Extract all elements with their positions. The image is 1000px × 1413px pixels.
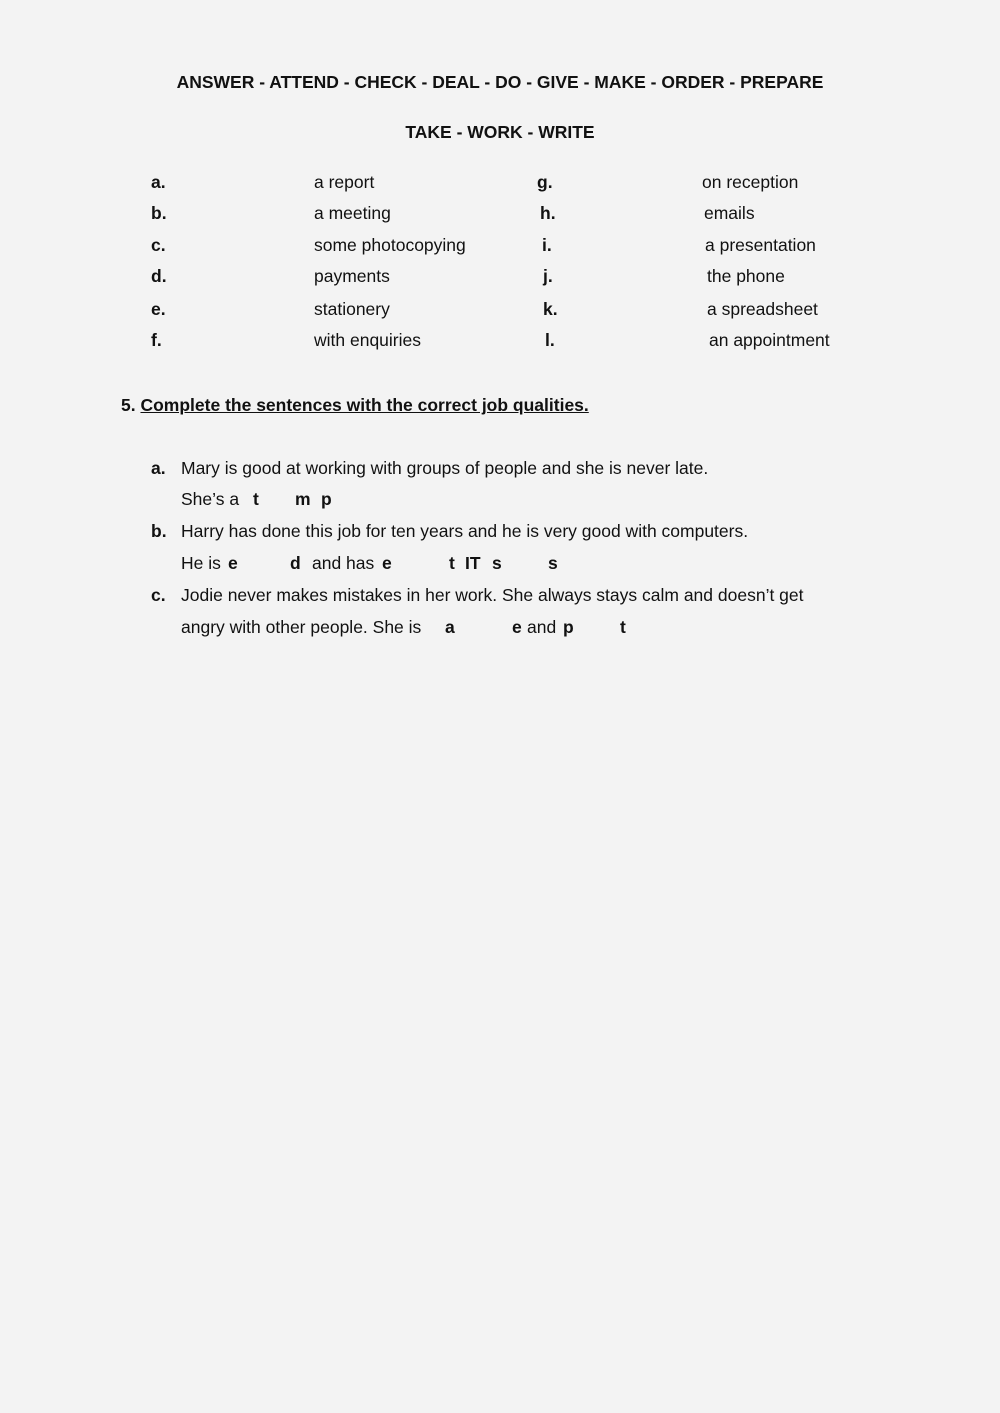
letter-hint: e	[228, 553, 238, 573]
item-letter: j.	[543, 266, 553, 286]
letter-hint: IT	[465, 553, 481, 573]
letter-hint: d	[290, 553, 301, 573]
exercise-number: 5.	[121, 395, 136, 415]
letter-hint: e	[382, 553, 392, 573]
word-bank-line-2: TAKE - WORK - WRITE	[405, 122, 595, 142]
sentence-letter: b.	[151, 521, 167, 541]
item-phrase: some photocopying	[314, 235, 466, 255]
letter-hint: s	[492, 553, 502, 573]
letter-hint: m	[295, 489, 311, 509]
sentence-text: Jodie never makes mistakes in her work. She always stays calm and doesn’t get	[181, 585, 804, 605]
connector-text: and	[527, 617, 557, 637]
sentence-text: Harry has done this job for ten years and he is very good with computers.	[181, 521, 749, 541]
letter-hint: p	[321, 489, 332, 509]
letter-hint: t	[620, 617, 626, 637]
letter-hint: t	[449, 553, 455, 573]
item-phrase: a spreadsheet	[707, 299, 818, 319]
item-letter: l.	[545, 330, 555, 350]
item-letter: g.	[537, 172, 553, 192]
item-phrase: an appointment	[709, 330, 830, 350]
exercise-title: Complete the sentences with the correct job qualities.	[140, 395, 589, 415]
item-letter: e.	[151, 299, 166, 319]
letter-hint: a	[445, 617, 455, 637]
item-phrase: stationery	[314, 299, 390, 319]
item-phrase: on reception	[702, 172, 799, 192]
item-phrase: payments	[314, 266, 390, 286]
item-phrase: a report	[314, 172, 375, 192]
answer-prefix: angry with other people. She is	[181, 617, 422, 637]
sentence-letter: c.	[151, 585, 166, 605]
item-letter: k.	[543, 299, 558, 319]
item-phrase: with enquiries	[314, 330, 421, 350]
item-phrase: a presentation	[705, 235, 816, 255]
item-phrase: a meeting	[314, 203, 391, 223]
letter-hint: p	[563, 617, 574, 637]
item-letter: d.	[151, 266, 167, 286]
item-phrase: the phone	[707, 266, 785, 286]
item-letter: c.	[151, 235, 166, 255]
letter-hint: s	[548, 553, 558, 573]
exercise-heading	[121, 395, 589, 416]
item-letter: a.	[151, 172, 166, 192]
answer-prefix: He is	[181, 553, 221, 573]
item-phrase: emails	[704, 203, 755, 223]
sentence-letter: a.	[151, 458, 166, 478]
sentence-text: Mary is good at working with groups of people and she is never late.	[181, 458, 709, 478]
item-letter: h.	[540, 203, 556, 223]
connector-text: and has	[312, 553, 375, 573]
item-letter: b.	[151, 203, 167, 223]
word-bank-line-1: ANSWER - ATTEND - CHECK - DEAL - DO - GIVE - MAKE - ORDER - PREPARE	[176, 72, 824, 92]
item-letter: i.	[542, 235, 552, 255]
letter-hint: t	[253, 489, 259, 509]
item-letter: f.	[151, 330, 162, 350]
letter-hint: e	[512, 617, 522, 637]
answer-prefix: She’s a	[181, 489, 240, 509]
